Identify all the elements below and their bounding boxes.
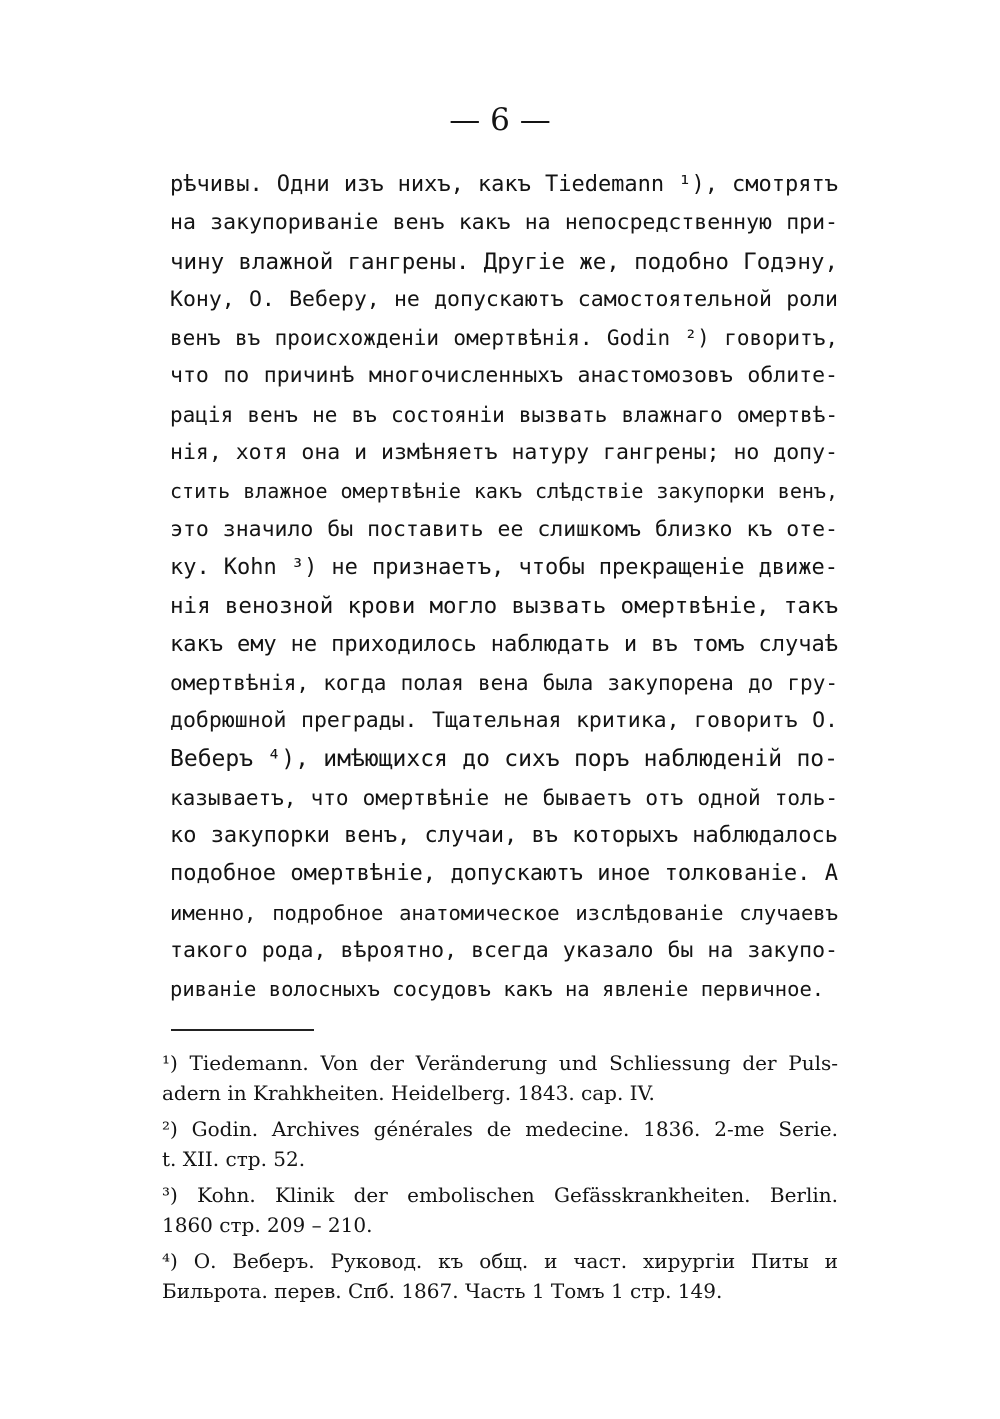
footnote-line: ¹) Tiedemann. Von der Veränderung und Schliessung der Puls- — [162, 1051, 838, 1075]
footnote-divider — [171, 1029, 314, 1031]
footnote-line: adern in Krahkheiten. Heidelberg. 1843. cap. IV. — [162, 1081, 655, 1105]
text-line: такого рода, вѣроятно, всегда указало бы на закупо- — [170, 937, 838, 963]
text-line: Веберъ ⁴), имѣющихся до сихъ поръ наблюденій по- — [170, 746, 838, 773]
text-line: на закупориваніе венъ какъ на непосредственную при- — [170, 210, 838, 236]
text-line: венъ въ происхожденіи омертвѣнія. Godin ²) говоритъ, — [170, 326, 838, 351]
text-line: рація венъ не въ состояніи вызвать влажнаго омертвѣ- — [170, 402, 838, 427]
body-text — [170, 166, 838, 1009]
text-line: риваніе волосныхъ сосудовъ какъ на явленіе первичное. — [170, 977, 825, 1002]
footnotes — [162, 1048, 838, 1306]
text-line: именно, подробное анатомическое изслѣдованіе случаевъ — [170, 900, 838, 925]
page-number: — 6 — — [449, 102, 551, 138]
text-line: стить влажное омертвѣніе какъ слѣдствіе закупорки венъ, — [170, 479, 838, 504]
footnote-1 — [162, 1048, 838, 1108]
text-line: это значило бы поставить ее слишкомъ близко къ оте- — [170, 516, 838, 542]
text-line: что по причинѣ многочисленныхъ анастомозовъ облите- — [170, 363, 838, 389]
footnote-line: Бильрота. перев. Спб. 1867. Часть 1 Томъ 1 стр. 149. — [162, 1279, 723, 1303]
footnote-line: 1860 стр. 209 – 210. — [162, 1213, 373, 1237]
footnote-line: ³) Kohn. Klinik der embolischen Gefässkrankheiten. Berlin. — [162, 1183, 838, 1207]
text-line: нія венозной крови могло вызвать омертвѣніе, такъ — [170, 593, 838, 620]
text-line: рѣчивы. Одни изъ нихъ, какъ Tiedemann ¹), смотрятъ — [170, 172, 838, 197]
text-line: подобное омертвѣніе, допускаютъ иное толкованіе. А — [170, 861, 838, 887]
text-line: омертвѣнія, когда полая вена была закупорена до гру- — [170, 670, 838, 695]
text-line: Кону, О. Веберу, не допускаютъ самостоятельной роли — [170, 286, 838, 312]
text-line: нія, хотя она и измѣняетъ натуру гангрены; но допу- — [170, 440, 838, 466]
text-line: казываетъ, что омертвѣніе не бываетъ отъ одной толь- — [170, 785, 838, 810]
footnote-4 — [162, 1246, 838, 1306]
footnote-2 — [162, 1114, 838, 1174]
footnote-line: t. XII. стр. 52. — [162, 1147, 306, 1171]
footnote-3 — [162, 1180, 838, 1240]
text-line: какъ ему не приходилось наблюдать и въ томъ случаѣ — [170, 631, 838, 657]
footnote-line: ⁴) О. Веберъ. Руковод. къ общ. и част. хирургіи Питы и — [162, 1249, 838, 1273]
text-line: ку. Kohn ³) не признаетъ, чтобы прекращеніе движе- — [170, 554, 838, 580]
text-line: чину влажной гангрены. Другіе же, подобно Годэну, — [170, 248, 838, 275]
text-line: добрюшной преграды. Тщательная критика, говоритъ О. — [170, 708, 838, 734]
footnote-line: ²) Godin. Archives générales de medecine. 1836. 2-me Serie. — [162, 1117, 838, 1141]
text-line: ко закупорки венъ, случаи, въ которыхъ наблюдалось — [170, 823, 838, 849]
